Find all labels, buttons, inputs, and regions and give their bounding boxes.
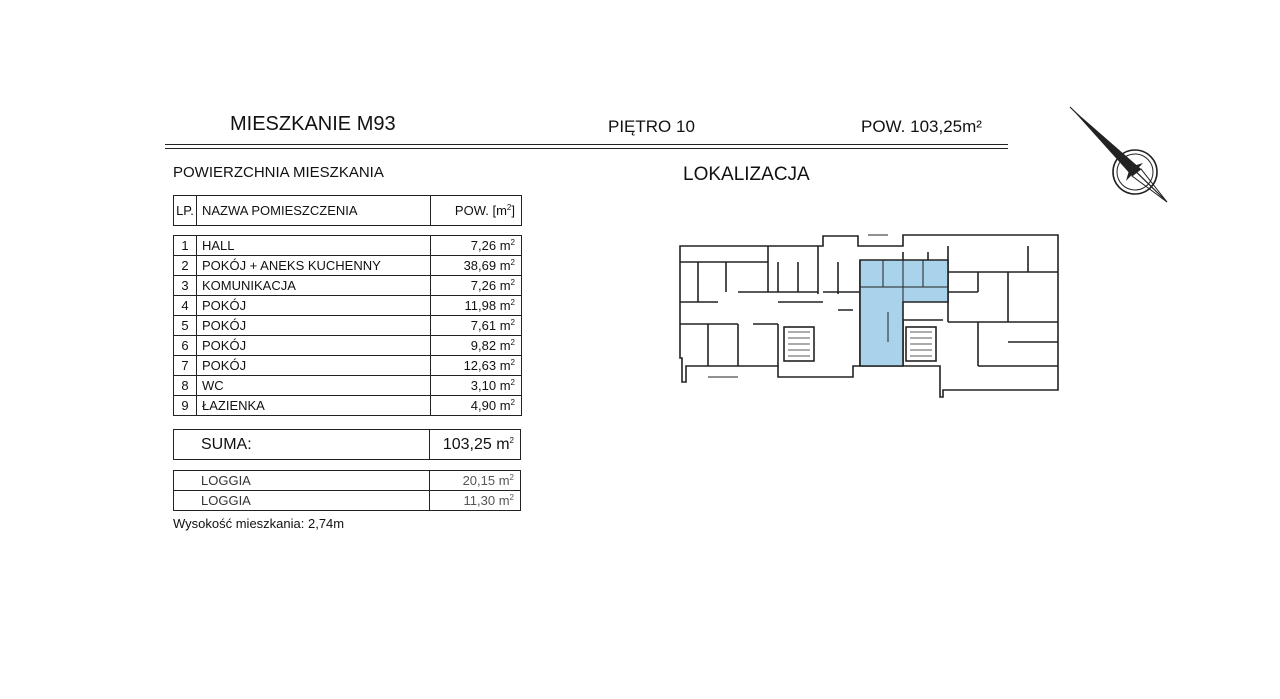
loggia-table [173, 470, 521, 511]
room-name: POKÓJ [197, 316, 431, 336]
floor-plan-location [678, 232, 1062, 398]
room-name: POKÓJ + ANEKS KUCHENNY [197, 256, 431, 276]
room-area: 4,90 $m^2$ [431, 396, 522, 416]
header-rule [165, 144, 1008, 145]
apartment-title: MIESZKANIE M93 [230, 113, 396, 135]
room-lp: 2 [174, 256, 197, 276]
room-name: ŁAZIENKA [197, 396, 431, 416]
section-title-area: POWIERZCHNIA MIESZKANIA [173, 164, 384, 181]
floor-label: PIĘTRO 10 [608, 117, 695, 136]
table-row [174, 396, 522, 416]
room-lp: 4 [174, 296, 197, 316]
room-area: 7,26 $m^2$ [431, 276, 522, 296]
sum-area: 103,25 $m^2$ [430, 430, 521, 460]
loggia-name: LOGGIA [196, 471, 430, 491]
room-area: 7,26 $m^2$ [431, 236, 522, 256]
table-row [174, 336, 522, 356]
table-row [174, 256, 522, 276]
table-row [174, 236, 522, 256]
table-row [174, 356, 522, 376]
room-lp: 6 [174, 336, 197, 356]
sum-label: SUMA: [196, 430, 430, 460]
apartment-height-note: Wysokość mieszkania: 2,74m [173, 516, 345, 531]
room-lp: 9 [174, 396, 197, 416]
room-lp: 8 [174, 376, 197, 396]
table-row [174, 316, 522, 336]
header-rule-secondary [165, 148, 1008, 149]
room-name: HALL [197, 236, 431, 256]
table-row [174, 296, 522, 316]
room-name: POKÓJ [197, 296, 431, 316]
loggia-name: LOGGIA [196, 491, 430, 511]
loggia-area: 11,30 $m^2$ [430, 491, 521, 511]
section-title-location: LOKALIZACJA [683, 164, 810, 185]
room-name: WC [197, 376, 431, 396]
room-name: KOMUNIKACJA [197, 276, 431, 296]
room-name: POKÓJ [197, 336, 431, 356]
room-area: 11,98 $m^2$ [431, 296, 522, 316]
loggia-area: 20,15 $m^2$ [430, 471, 521, 491]
rooms-table [173, 235, 522, 416]
room-area: 9,82 $m^2$ [431, 336, 522, 356]
room-area: 12,63 $m^2$ [431, 356, 522, 376]
room-lp: 5 [174, 316, 197, 336]
room-name: POKÓJ [197, 356, 431, 376]
area-label: POW. 103,25m² [861, 117, 982, 136]
header-lp: LP. [174, 196, 197, 226]
room-area: 38,69 $m^2$ [431, 256, 522, 276]
room-lp: 3 [174, 276, 197, 296]
sum-table [173, 429, 521, 460]
header-area: POW. $[m^2]$ [431, 196, 522, 226]
table-row [174, 376, 522, 396]
room-lp: 7 [174, 356, 197, 376]
table-row [174, 276, 522, 296]
highlighted-apartment [860, 260, 948, 366]
room-lp: 1 [174, 236, 197, 256]
north-arrow-icon [1068, 105, 1170, 207]
header-name: NAZWA POMIESZCZENIA [197, 196, 431, 226]
table-row [174, 491, 521, 511]
rooms-table-header [173, 195, 522, 226]
room-area: 3,10 $m^2$ [431, 376, 522, 396]
table-row [174, 471, 521, 491]
room-area: 7,61 $m^2$ [431, 316, 522, 336]
